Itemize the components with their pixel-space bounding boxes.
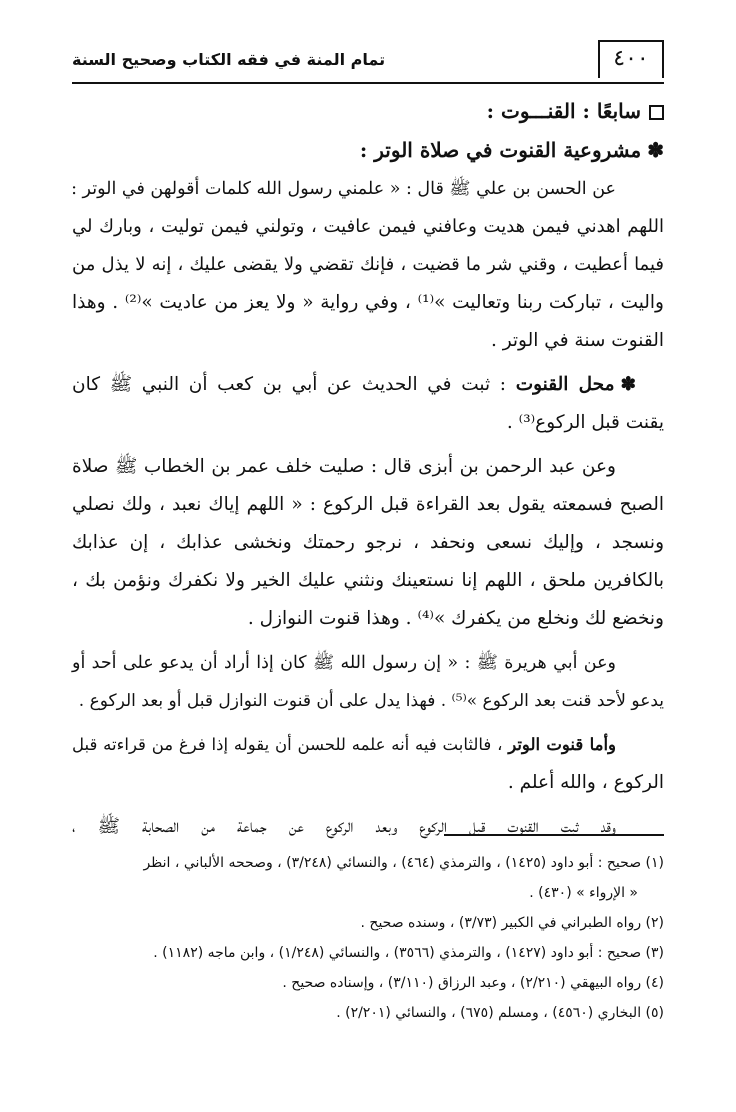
paragraph-2: ✽محل القنوت : ثبت في الحديث عن أبي بن كعب أن النبي ﷺ كان يقنت قبل الركوع⁽³⁾ . xyxy=(72,374,664,433)
footnote-rule xyxy=(444,834,664,836)
footnote: « الإرواء » (٤٣٠) . xyxy=(529,885,638,901)
main-text xyxy=(72,92,664,846)
subheading: ✽مشروعية القنوت في صلاة الوتر : xyxy=(359,138,664,162)
paragraph-4: وعن أبي هريرة ﷺ : « إن رسول الله ﷺ كان إذا أراد أن يدعو على أحد أو يدعو لأحد قنت بعد الركوع »⁽⁵⁾ . فهذا يدل على أن قنوت النوازل قبل أو بعد الركوع . xyxy=(72,653,664,711)
paragraph-6: وقد ثبت القنوت قبل الركوع وبعد الركوع عن جماعة من الصحابة ﷺ ، xyxy=(72,816,616,837)
page-number: ٤٠٠ xyxy=(598,40,664,78)
paragraph-1: عن الحسن بن علي ﷺ قال : « علمني رسول الله كلمات أقولهن في الوتر : اللهم اهدني فيمن هديت وعافني فيمن عافيت ، وتولني فيمن توليت ، وبارك لي فيما أعطيت ، وقني شر ما قضيت ، فإنك تقضي ولا يقضى عليك ، إنه لا يذل من واليت ، تباركت ربنا وتعاليت »⁽¹⁾ ، وفي رواية « ولا يعز من عاديت »⁽²⁾ . وهذا القنوت سنة في الوتر . xyxy=(71,179,664,351)
paragraph-3: وعن عبد الرحمن بن أبزى قال : صليت خلف عمر بن الخطاب ﷺ صلاة الصبح فسمعته يقول بعد القراءة قبل الركوع : « اللهم إياك نعبد ، ولك نصلي ونسجد ، وإليك نسعى ونحفد ، نرجو رحمتك ونخشى عذابك ، إن عذابك بالكافرين ملحق ، اللهم إنا نستعينك ونثني عليك الخير ولا نكفرك ونؤمن بك ، ونخضع لك ونخلع من يكفرك »⁽⁴⁾ . وهذا قنوت النوازل . xyxy=(72,456,664,629)
paragraph-5: وأما قنوت الوتر ، فالثابت فيه أنه علمه للحسن أن يقوله إذا فرغ من قراءته قبل الركوع ، والله أعلم . xyxy=(72,735,664,793)
footnote: (٤) رواه البيهقي (٢/٢١٠) ، وعبد الرزاق (٣/١١٠) ، وإسناده صحيح . xyxy=(282,975,664,991)
square-bullet-icon xyxy=(649,105,664,120)
footnote: (٢) رواه الطبراني في الكبير (٣/٧٣) ، وسنده صحيح . xyxy=(360,915,664,931)
header-rule xyxy=(72,82,664,84)
asterisk-icon: ✽ xyxy=(620,374,637,395)
footnote: (١) صحيح : أبو داود (١٤٢٥) ، والترمذي (٤٦٤) ، والنسائي (٣/٢٤٨) ، وصححه الألباني ، انظر xyxy=(143,855,664,871)
section-heading: سابعًا : القنـــوت : xyxy=(72,92,664,130)
footnotes xyxy=(72,848,664,1028)
asterisk-icon: ✽ xyxy=(647,138,664,162)
footnote: (٣) صحيح : أبو داود (١٤٢٧) ، والترمذي (٣٥٦٦) ، والنسائي (١/٢٤٨) ، وابن ماجه (١١٨٢) . xyxy=(153,945,664,961)
footnote: (٥) البخاري (٤٥٦٠) ، ومسلم (٦٧٥) ، والنسائي (٢/٢٠١) . xyxy=(336,1005,664,1021)
page-header xyxy=(72,38,664,88)
running-title: تمام المنة في فقه الكتاب وصحيح السنة xyxy=(72,50,386,69)
